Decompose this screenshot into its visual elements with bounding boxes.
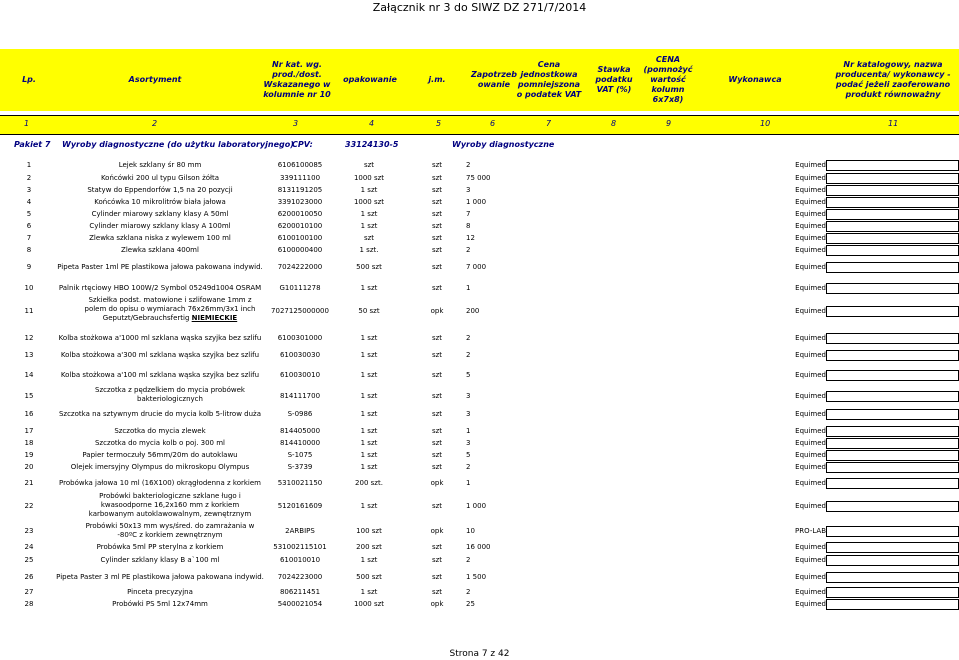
row-nr-kat: 5120161609 (277, 502, 323, 510)
row-nr-kat: 610030010 (279, 371, 321, 379)
column-number: 7 (546, 119, 552, 128)
row-opakowanie: 1 szt (360, 588, 378, 596)
row-nr-kat: 3391023000 (277, 198, 323, 206)
table-row (0, 296, 959, 326)
row-nr-kat: 814410000 (279, 439, 321, 447)
row-wykonawca: Equimed (795, 573, 826, 581)
header-zapotrzebowanie: Zapotrzeb owanie (471, 70, 517, 89)
row-wykonawca: Equimed (795, 502, 826, 510)
row-nr-katalogowy-cell[interactable] (826, 306, 959, 317)
header-wykonawca: Wykonawca (728, 75, 782, 84)
row-asortyment-bold: NIEMIECKIE (191, 314, 238, 322)
table-row (0, 283, 959, 294)
row-nr-kat: 610010010 (279, 556, 321, 564)
row-opakowanie: szt (363, 161, 375, 169)
row-wykonawca: Equimed (795, 439, 826, 447)
table-row (0, 450, 959, 461)
row-jm: szt (431, 392, 443, 400)
table-row (0, 478, 959, 489)
row-jm: szt (431, 543, 443, 551)
row-asortyment: Probówka jałowa 10 ml (16X100) okrągłodenna z korkiem (59, 479, 261, 487)
row-lp: 21 (24, 479, 34, 487)
row-lp: 4 (26, 198, 32, 206)
row-asortyment-text: Szkiełka podst. matowione i szlifowane 1mm z polem do opisu o wymiarach 76x26mm/3x1 inch Geputzt/Gebrauchsfertig (84, 296, 256, 322)
row-nr-katalogowy-cell[interactable] (826, 478, 959, 489)
row-asortyment: Zlewka szklana 400ml (121, 246, 199, 254)
row-opakowanie: 1 szt (360, 222, 378, 230)
row-nr-katalogowy-cell[interactable] (826, 350, 959, 361)
row-nr-katalogowy-cell[interactable] (826, 221, 959, 232)
table-row (0, 221, 959, 232)
row-wykonawca: Equimed (795, 246, 826, 254)
row-nr-katalogowy-cell[interactable] (826, 160, 959, 171)
column-number: 5 (436, 119, 442, 128)
row-nr-katalogowy-cell[interactable] (826, 409, 959, 420)
page-footer: Strona 7 z 42 (449, 649, 510, 659)
row-wykonawca: Equimed (795, 222, 826, 230)
row-zapotrzebowanie: 10 (466, 527, 475, 535)
row-jm: szt (431, 573, 443, 581)
row-asortyment: Szczotka do mycia zlewek (114, 427, 206, 435)
pakiet-label: Pakiet 7 (14, 140, 51, 149)
row-lp: 24 (24, 543, 34, 551)
row-asortyment: Probówka 5ml PP sterylna z korkiem (96, 543, 224, 551)
row-jm: szt (431, 588, 443, 596)
row-nr-katalogowy-cell[interactable] (826, 283, 959, 294)
table-row (0, 245, 959, 256)
row-nr-katalogowy-cell[interactable] (826, 185, 959, 196)
row-opakowanie: 1000 szt (353, 600, 385, 608)
row-lp: 6 (26, 222, 32, 230)
row-wykonawca: Equimed (795, 371, 826, 379)
row-opakowanie: 1 szt. (359, 246, 379, 254)
row-lp: 9 (26, 263, 32, 271)
row-nr-kat: 6100100100 (277, 234, 323, 242)
row-asortyment: Kolba stożkowa a'300 ml szklana wąska szyjka bez szlifu (60, 351, 260, 359)
row-asortyment (80, 296, 260, 323)
row-asortyment: Cylinder miarowy szklany klasy A 100ml (89, 222, 231, 230)
row-asortyment (80, 492, 260, 519)
table-row (0, 350, 959, 361)
column-number: 2 (152, 119, 158, 128)
row-jm: szt (431, 198, 443, 206)
row-wykonawca: Equimed (795, 543, 826, 551)
row-jm: szt (431, 463, 443, 471)
row-asortyment: Olejek imersyjny Olympus do mikroskopu Olympus (70, 463, 250, 471)
table-row (0, 173, 959, 184)
row-jm: szt (431, 263, 443, 271)
row-zapotrzebowanie: 2 (466, 556, 471, 564)
row-lp: 27 (24, 588, 34, 596)
row-jm: opk (430, 527, 444, 535)
row-asortyment: Pinceta precyzyjna (127, 588, 193, 596)
header-cena: CENA (pomnożyć wartość kolumn 6x7x8) (643, 55, 693, 104)
row-nr-katalogowy-cell[interactable] (826, 209, 959, 220)
row-asortyment: Końcówki 200 ul typu Gilson żółta (100, 174, 220, 182)
row-jm: opk (430, 479, 444, 487)
row-jm: szt (431, 174, 443, 182)
row-lp: 14 (24, 371, 34, 379)
row-nr-kat: 806211451 (279, 588, 321, 596)
row-opakowanie: 1 szt (360, 502, 378, 510)
table-row (0, 333, 959, 344)
row-lp: 22 (24, 502, 34, 510)
row-wykonawca: Equimed (795, 351, 826, 359)
row-nr-katalogowy-cell[interactable] (826, 501, 959, 512)
table-row (0, 462, 959, 473)
row-asortyment: Pipeta Paster 3 ml PE plastikowa jałowa pakowana indywid. (56, 573, 264, 581)
row-opakowanie: szt (363, 234, 375, 242)
row-zapotrzebowanie: 1 (466, 284, 471, 292)
table-row (0, 197, 959, 208)
row-lp: 11 (24, 307, 34, 315)
cpv-code: 33124130-5 (345, 140, 399, 149)
row-nr-kat: 5400021054 (277, 600, 323, 608)
document-title: Załącznik nr 3 do SIWZ DZ 271/7/2014 (372, 1, 587, 14)
row-asortyment: Palnik rtęciowy HBO 100W/2 Symbol 05249d1004 OSRAM (58, 284, 262, 292)
row-asortyment: Cylinder miarowy szklany klasy A 50ml (91, 210, 229, 218)
row-nr-kat: S-3739 (287, 463, 313, 471)
table-row (0, 409, 959, 420)
row-opakowanie: 1000 szt (353, 198, 385, 206)
row-zapotrzebowanie: 2 (466, 334, 471, 342)
row-opakowanie: 1 szt (360, 186, 378, 194)
row-zapotrzebowanie: 1 000 (466, 502, 487, 510)
row-nr-kat: S-1075 (287, 451, 313, 459)
row-opakowanie: 1 szt (360, 284, 378, 292)
row-lp: 19 (24, 451, 34, 459)
column-number: 1 (24, 119, 30, 128)
row-asortyment: Kolba stożkowa a'1000 ml szklana wąska szyjka bez szlifu (58, 334, 262, 342)
pakiet-row (0, 137, 959, 153)
row-wykonawca: Equimed (795, 186, 826, 194)
table-row (0, 233, 959, 244)
row-lp: 12 (24, 334, 34, 342)
header-nr-katalogowy: Nr katalogowy, nazwa producenta/ wykonawcy - podać jeżeli zaoferowano produkt równoważny (835, 60, 951, 99)
row-lp: 13 (24, 351, 34, 359)
table-row (0, 262, 959, 273)
table-row (0, 599, 959, 610)
table-row (0, 522, 959, 540)
row-wykonawca: Equimed (795, 600, 826, 608)
row-wykonawca: Equimed (795, 307, 826, 315)
row-wykonawca: Equimed (795, 263, 826, 271)
row-opakowanie: 1 szt (360, 210, 378, 218)
table-row (0, 370, 959, 381)
row-zapotrzebowanie: 7 000 (466, 263, 487, 271)
table-row (0, 555, 959, 566)
row-nr-katalogowy-cell[interactable] (826, 450, 959, 461)
row-jm: szt (431, 439, 443, 447)
row-lp: 1 (26, 161, 32, 169)
row-nr-kat: 8131191205 (277, 186, 323, 194)
row-asortyment-text: Probówki 50x13 mm wys/śred. do zamrażania w -80ºC z korkiem zewnętrznym (85, 522, 255, 539)
row-jm: szt (431, 371, 443, 379)
row-lp: 23 (24, 527, 34, 535)
row-wykonawca: Equimed (795, 410, 826, 418)
row-lp: 17 (24, 427, 34, 435)
row-wykonawca: Equimed (795, 234, 826, 242)
row-nr-kat: 610030030 (279, 351, 321, 359)
row-jm: opk (430, 307, 444, 315)
row-wykonawca: Equimed (795, 479, 826, 487)
row-zapotrzebowanie: 2 (466, 246, 471, 254)
row-nr-kat: 6100000400 (277, 246, 323, 254)
row-zapotrzebowanie: 1 (466, 479, 471, 487)
row-opakowanie: 1 szt (360, 392, 378, 400)
row-nr-katalogowy-cell[interactable] (826, 542, 959, 553)
row-nr-katalogowy-cell[interactable] (826, 391, 959, 402)
table-row (0, 572, 959, 583)
table-row (0, 438, 959, 449)
column-number: 8 (611, 119, 617, 128)
row-asortyment-text: Probówki bakteriologiczne szklane ługo i kwasoodporne 16,2x160 mm z korkiem karbowanym autoklawowalnym, zewnętrznym (88, 492, 252, 518)
row-nr-kat: 7024223000 (277, 573, 323, 581)
table-row (0, 386, 959, 406)
row-nr-katalogowy-cell[interactable] (826, 262, 959, 273)
row-opakowanie: 500 szt (356, 573, 382, 581)
row-lp: 10 (24, 284, 34, 292)
row-nr-katalogowy-cell[interactable] (826, 173, 959, 184)
row-opakowanie: 1000 szt (353, 174, 385, 182)
row-asortyment (80, 522, 260, 540)
row-lp: 8 (26, 246, 32, 254)
row-wykonawca: Equimed (795, 392, 826, 400)
row-jm: szt (431, 246, 443, 254)
row-lp: 15 (24, 392, 34, 400)
row-zapotrzebowanie: 1 (466, 427, 471, 435)
row-nr-katalogowy-cell[interactable] (826, 526, 959, 537)
row-jm: szt (431, 186, 443, 194)
row-opakowanie: 100 szt (356, 527, 382, 535)
row-opakowanie: 1 szt (360, 439, 378, 447)
table-row (0, 209, 959, 220)
column-number: 11 (888, 119, 899, 128)
column-number: 10 (760, 119, 771, 128)
row-lp: 7 (26, 234, 32, 242)
row-nr-katalogowy-cell[interactable] (826, 333, 959, 344)
row-lp: 3 (26, 186, 32, 194)
row-nr-kat: 339111100 (279, 174, 321, 182)
row-opakowanie: 200 szt (356, 543, 382, 551)
row-opakowanie: 500 szt (356, 263, 382, 271)
row-opakowanie: 1 szt (360, 427, 378, 435)
row-jm: szt (431, 351, 443, 359)
row-zapotrzebowanie: 16 000 (466, 543, 491, 551)
row-wykonawca: Equimed (795, 174, 826, 182)
row-jm: opk (430, 600, 444, 608)
row-wykonawca: Equimed (795, 427, 826, 435)
row-nr-katalogowy-cell[interactable] (826, 555, 959, 566)
table-row (0, 185, 959, 196)
row-nr-katalogowy-cell[interactable] (826, 245, 959, 256)
row-wykonawca: Equimed (795, 198, 826, 206)
row-opakowanie: 1 szt (360, 334, 378, 342)
row-zapotrzebowanie: 2 (466, 588, 471, 596)
column-number: 4 (369, 119, 375, 128)
header-cena-jednostkowa: Cena jednostkowa pomniejszona o podatek VAT (516, 60, 582, 99)
row-opakowanie: 1 szt (360, 410, 378, 418)
row-wykonawca: Equimed (795, 284, 826, 292)
row-nr-katalogowy-cell[interactable] (826, 572, 959, 583)
header-asortyment: Asortyment (128, 75, 182, 84)
row-lp: 5 (26, 210, 32, 218)
row-jm: szt (431, 502, 443, 510)
row-opakowanie: 1 szt (360, 556, 378, 564)
table-header (0, 49, 959, 111)
row-asortyment: Zlewka szklana niska z wylewem 100 ml (89, 234, 231, 242)
row-nr-katalogowy-cell[interactable] (826, 599, 959, 610)
row-zapotrzebowanie: 12 (466, 234, 475, 242)
row-asortyment: Probówki PS 5ml 12x74mm (112, 600, 208, 608)
row-nr-kat: G10111278 (279, 284, 321, 292)
row-wykonawca: Equimed (795, 210, 826, 218)
header-stawka-vat: Stawka podatku VAT (%) (595, 65, 633, 94)
row-zapotrzebowanie: 8 (466, 222, 471, 230)
row-wykonawca: Equimed (795, 463, 826, 471)
row-jm: szt (431, 161, 443, 169)
row-zapotrzebowanie: 1 000 (466, 198, 487, 206)
row-lp: 28 (24, 600, 34, 608)
row-opakowanie: 1 szt (360, 371, 378, 379)
header-opakowanie: opakowanie (343, 75, 397, 84)
row-jm: szt (431, 210, 443, 218)
row-asortyment: Kolba stożkowa a'100 ml szklana wąska szyjka bez szlifu (60, 371, 260, 379)
row-wykonawca: PRO-LAB (795, 527, 826, 535)
column-number: 6 (490, 119, 496, 128)
row-jm: szt (431, 410, 443, 418)
row-nr-kat: 7024222000 (277, 263, 323, 271)
row-asortyment: Statyw do Eppendorfów 1,5 na 20 pozycji (87, 186, 233, 194)
row-zapotrzebowanie: 7 (466, 210, 471, 218)
row-nr-kat: 531002115101 (273, 543, 327, 551)
row-lp: 2 (26, 174, 32, 182)
row-jm: szt (431, 427, 443, 435)
row-asortyment: Lejek szklany śr 80 mm (118, 161, 202, 169)
row-nr-katalogowy-cell[interactable] (826, 370, 959, 381)
row-wykonawca: Equimed (795, 451, 826, 459)
row-lp: 26 (24, 573, 34, 581)
row-nr-katalogowy-cell[interactable] (826, 587, 959, 598)
cpv-name: Wyroby diagnostyczne (452, 140, 555, 149)
row-zapotrzebowanie: 5 (466, 451, 471, 459)
column-number: 9 (666, 119, 672, 128)
row-nr-katalogowy-cell[interactable] (826, 233, 959, 244)
row-opakowanie: 1 szt (360, 351, 378, 359)
row-jm: szt (431, 556, 443, 564)
header-nr-kat: Nr kat. wg. prod./dost. Wskazanego w kolumnie nr 10 (263, 60, 331, 99)
row-wykonawca: Equimed (795, 161, 826, 169)
table-row (0, 542, 959, 553)
row-nr-kat: 6100301000 (277, 334, 323, 342)
table-row (0, 587, 959, 598)
row-asortyment: Szczotka na sztywnym drucie do mycia kolb 5-litrow duża (58, 410, 262, 418)
row-zapotrzebowanie: 5 (466, 371, 471, 379)
column-numbers-row (0, 115, 959, 135)
table-row (0, 160, 959, 171)
row-nr-kat: S-0986 (287, 410, 313, 418)
cpv-label: CPV: (292, 140, 313, 149)
row-asortyment: Cylinder szklany klasy B a`100 ml (100, 556, 220, 564)
row-jm: szt (431, 284, 443, 292)
table-row (0, 426, 959, 437)
row-asortyment: Końcówka 10 mikrolitrów biała jałowa (94, 198, 226, 206)
row-zapotrzebowanie: 1 500 (466, 573, 487, 581)
row-zapotrzebowanie: 3 (466, 186, 471, 194)
row-nr-katalogowy-cell[interactable] (826, 438, 959, 449)
row-zapotrzebowanie: 2 (466, 351, 471, 359)
row-zapotrzebowanie: 200 (466, 307, 480, 315)
row-jm: szt (431, 234, 443, 242)
row-nr-kat: 814111700 (279, 392, 321, 400)
row-nr-kat: 7027125000000 (271, 307, 329, 315)
row-zapotrzebowanie: 3 (466, 392, 471, 400)
header-jm: j.m. (428, 75, 446, 84)
row-asortyment-text: Szczotka z pędzelkiem do mycia probówek bakteriologicznych (95, 386, 245, 403)
row-zapotrzebowanie: 75 000 (466, 174, 491, 182)
header-lp: Lp. (22, 75, 36, 84)
row-nr-katalogowy-cell[interactable] (826, 197, 959, 208)
row-nr-katalogowy-cell[interactable] (826, 426, 959, 437)
row-lp: 16 (24, 410, 34, 418)
row-zapotrzebowanie: 25 (466, 600, 475, 608)
row-asortyment: Papier termoczuły 56mm/20m do autoklawu (82, 451, 238, 459)
row-wykonawca: Equimed (795, 556, 826, 564)
row-jm: szt (431, 222, 443, 230)
row-wykonawca: Equimed (795, 334, 826, 342)
row-nr-katalogowy-cell[interactable] (826, 462, 959, 473)
row-nr-kat: 2ARBIPS (285, 527, 315, 535)
row-nr-kat: 6200010100 (277, 222, 323, 230)
row-nr-kat: 6200010050 (277, 210, 323, 218)
row-jm: szt (431, 451, 443, 459)
row-nr-kat: 5310021150 (277, 479, 323, 487)
row-zapotrzebowanie: 3 (466, 439, 471, 447)
row-opakowanie: 200 szt. (355, 479, 383, 487)
row-lp: 25 (24, 556, 34, 564)
row-nr-kat: 6106100085 (277, 161, 323, 169)
row-asortyment: Szczotka do mycia kolb o poj. 300 ml (94, 439, 225, 447)
row-opakowanie: 1 szt (360, 463, 378, 471)
table-row (0, 492, 959, 520)
row-nr-kat: 814405000 (279, 427, 321, 435)
column-number: 3 (293, 119, 299, 128)
row-zapotrzebowanie: 2 (466, 463, 471, 471)
row-jm: szt (431, 334, 443, 342)
row-lp: 18 (24, 439, 34, 447)
pakiet-title: Wyroby diagnostyczne (do użytku laboratoryjnego) (62, 140, 294, 149)
row-lp: 20 (24, 463, 34, 471)
row-zapotrzebowanie: 3 (466, 410, 471, 418)
row-opakowanie: 50 szt (358, 307, 380, 315)
row-asortyment: Pipeta Paster 1ml PE plastikowa jałowa pakowana indywid. (57, 263, 263, 271)
row-opakowanie: 1 szt (360, 451, 378, 459)
row-zapotrzebowanie: 2 (466, 161, 471, 169)
row-asortyment (80, 386, 260, 404)
row-wykonawca: Equimed (795, 588, 826, 596)
